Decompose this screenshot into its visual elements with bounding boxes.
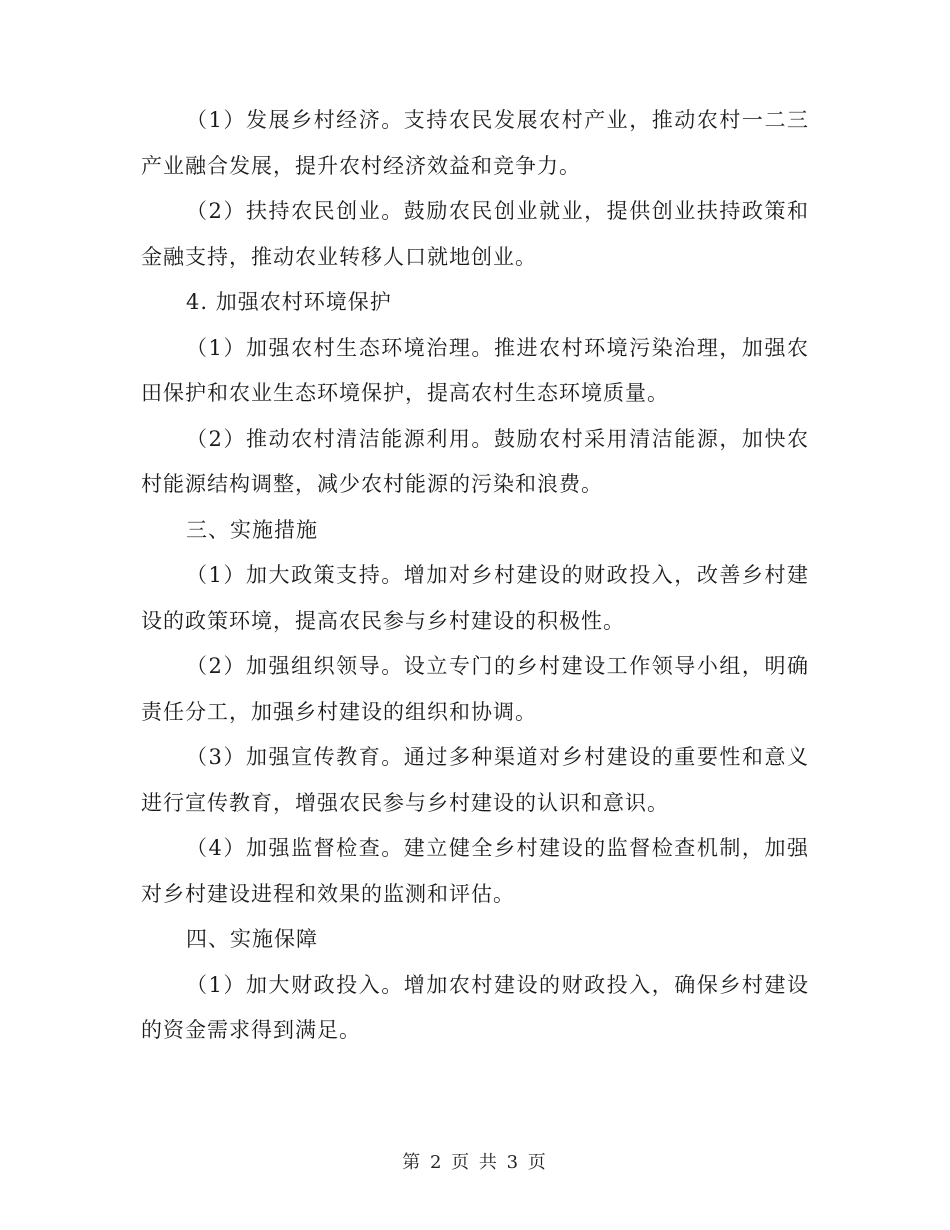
- paragraph-financial-investment: （1）加大财政投入。增加农村建设的财政投入，确保乡村建设的资金需求得到满足。: [141, 972, 809, 1042]
- page-number-footer: 第 2 页 共 3 页: [402, 1152, 548, 1173]
- paragraph-publicity-education: （3）加强宣传教育。通过多种渠道对乡村建设的重要性和意义进行宣传教育，增强农民参与乡村建设的认识和意识。: [141, 745, 809, 815]
- paragraph-develop-rural-economy: （1）发展乡村经济。支持农民发展农村产业，推动农村一二三产业融合发展，提升农村经济效益和竞争力。: [141, 108, 809, 178]
- paragraph-ecological-governance: （1）加强农村生态环境治理。推进农村环境污染治理，加强农田保护和农业生态环境保护，提高农村生态环境质量。: [141, 335, 809, 405]
- paragraph-organizational-leadership: （2）加强组织领导。设立专门的乡村建设工作领导小组，明确责任分工，加强乡村建设的组织和协调。: [141, 654, 809, 724]
- paragraph-clean-energy: （2）推动农村清洁能源利用。鼓励农村采用清洁能源，加快农村能源结构调整，减少农村能源的污染和浪费。: [141, 426, 809, 496]
- section-heading-implementation-guarantee: 四、实施保障: [186, 927, 318, 951]
- section-heading-environment-protection: 4. 加强农村环境保护: [186, 290, 392, 314]
- paragraph-supervision-inspection: （4）加强监督检查。建立健全乡村建设的监督检查机制，加强对乡村建设进程和效果的监测和评估。: [141, 836, 809, 906]
- paragraph-policy-support: （1）加大政策支持。增加对乡村建设的财政投入，改善乡村建设的政策环境，提高农民参与乡村建设的积极性。: [141, 563, 809, 633]
- document-body: [141, 98, 809, 1054]
- section-heading-implementation-measures: 三、实施措施: [186, 517, 318, 542]
- paragraph-support-farmer-entrepreneurship: （2）扶持农民创业。鼓励农民创业就业，提供创业扶持政策和金融支持，推动农业转移人口就地创业。: [141, 199, 809, 269]
